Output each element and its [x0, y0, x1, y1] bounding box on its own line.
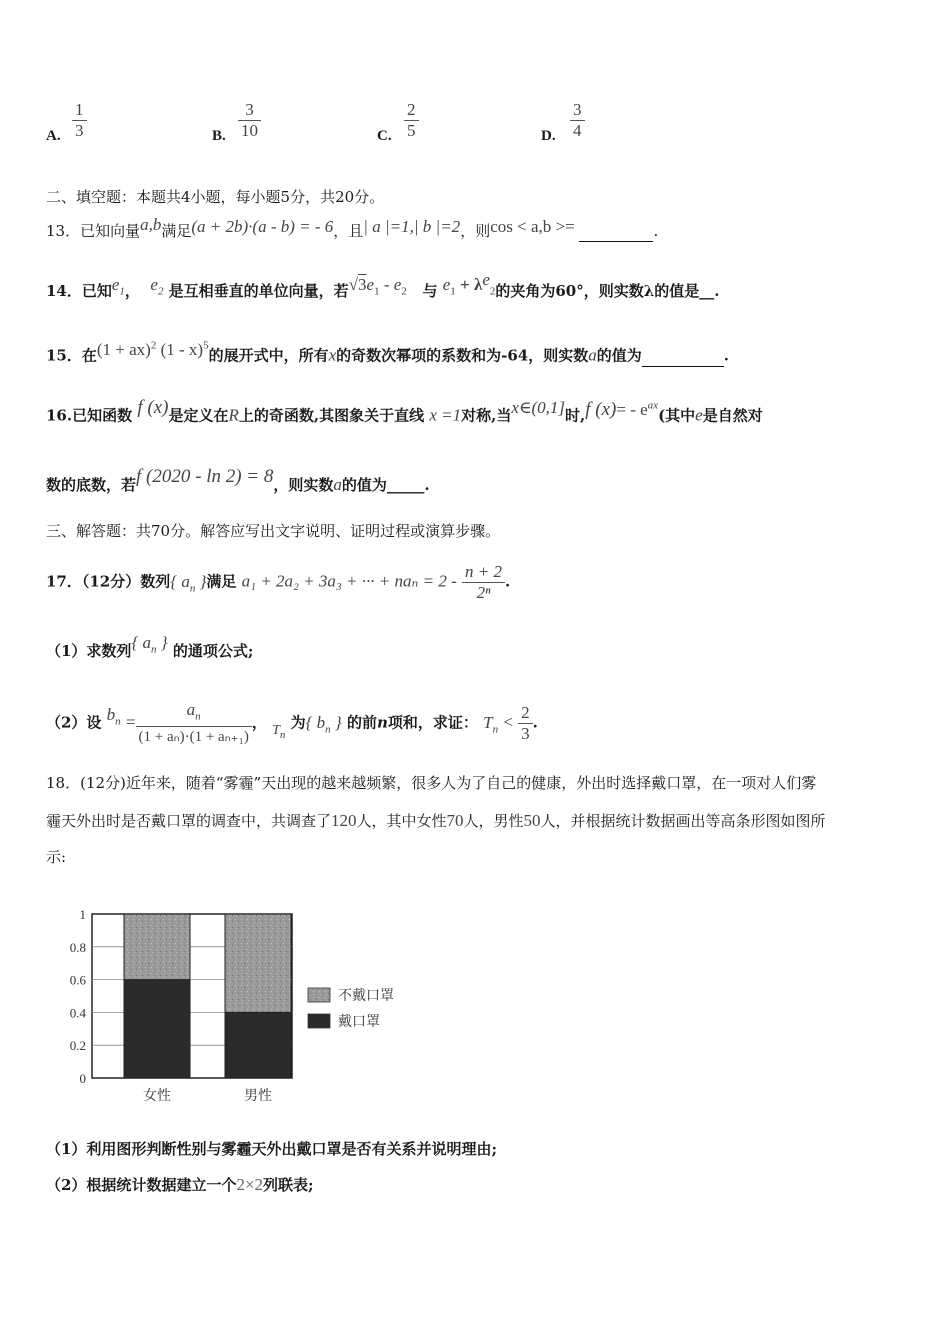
q15-text: 15．在 — [46, 346, 97, 365]
section-2-heading: 二、填空题：本题共4小题，每小题5分，共20分。 — [46, 188, 385, 206]
section-3-heading: 三、解答题：共70分。解答应写出文字说明、证明过程或演算步骤。 — [46, 522, 501, 540]
q16-var-a: a — [333, 475, 342, 494]
q17-p2-text: . — [532, 713, 538, 732]
q14-e2: $e_2$ — [150, 275, 164, 298]
q15-var-a: a — [588, 345, 597, 365]
legend-swatch — [308, 1014, 330, 1028]
q15-text: 的展开式中，所有 — [208, 346, 329, 365]
q17-bseq: { $b_n$ } — [305, 712, 342, 736]
q16-text: 上的奇函数,其图象关于直线 — [238, 406, 425, 425]
option-c-label: C. — [377, 128, 392, 144]
q18-text: 霾天外出时是否戴口罩的调查中，共调查了 — [46, 812, 332, 830]
q17-lt: < — [503, 712, 513, 732]
q17-seq: { $a_n$ } — [170, 571, 207, 594]
question-16-line-1 — [46, 396, 763, 427]
question-18-line-1: 18．(12分)近年来，随着“雾霾”天出现的越来越频繁，很多人为了自己的健康，外出时选择戴口罩，在一项对人们雾 — [46, 774, 817, 792]
option-b-num: 3 — [245, 100, 254, 119]
q16-axis: x =1 — [429, 405, 462, 425]
q13-text: 13．已知向量 — [46, 222, 141, 240]
q17-p1-seq: { $a_n$ } — [131, 633, 168, 656]
legend-swatch — [308, 988, 330, 1002]
q17-p2-text: ， — [251, 713, 267, 732]
q16-text: 16.已知函数 — [46, 406, 133, 425]
q17-T2: $T_n$ — [483, 712, 499, 736]
question-18-part-1: （1）利用图形判断性别与雾霾天外出戴口罩是否有关系并说明理由; — [46, 1140, 497, 1158]
q14-text: 14．已知 — [46, 282, 112, 300]
q16-R: R — [228, 405, 239, 425]
bar-segment — [124, 980, 190, 1078]
q13-vectors: a,b — [140, 215, 162, 234]
q16-text: 对称,当 — [461, 406, 512, 425]
chart-legend — [308, 987, 394, 1030]
q17-lhs: a₁ + 2a₂ + 3a₃ + ··· + naₙ = 2 - — [241, 571, 457, 591]
q14-vector-2: $e_1 + \lambda e_2$ — [442, 270, 496, 298]
q16-fx: f (x) — [137, 396, 169, 418]
q15-text: . — [723, 346, 729, 365]
q16-text: 数的底数，若 — [46, 476, 137, 494]
option-d-fraction — [570, 100, 585, 141]
question-18-line-2 — [46, 810, 826, 832]
x-category-label: 女性 — [143, 1088, 171, 1104]
q18-text: 人，并根据统计数据画出等高条形图如图所 — [540, 812, 826, 830]
q13-text: ，则 — [460, 222, 491, 240]
q15-answer-blank — [642, 366, 724, 367]
q15-text: 的奇数次幂项的系数和为-64，则实数 — [336, 346, 589, 365]
q13-text: 满足 — [161, 222, 192, 240]
q18-female-count: 70 — [446, 811, 464, 830]
option-a-num: 1 — [75, 100, 84, 119]
q17-p1-text: （1）求数列 — [46, 642, 132, 660]
q15-expression: (1 + ax)$^2$ (1 - x)$^5$ — [96, 339, 209, 359]
question-15 — [46, 340, 729, 367]
q16-text: ，则实数 — [273, 476, 334, 494]
q13-text: ，且 — [333, 222, 364, 240]
q17-p2-text: 项和，求证： — [387, 713, 478, 732]
legend-label: 不戴口罩 — [338, 988, 394, 1004]
q16-text: 的值为_____. — [341, 476, 430, 494]
y-tick-label: 0.2 — [69, 1038, 86, 1054]
q18-text: 人，其中女性 — [356, 812, 447, 830]
q17-bn: $b_n$ — [106, 704, 121, 728]
option-d-den: 4 — [570, 120, 585, 141]
q18-text: 人，男性 — [463, 812, 524, 830]
y-tick-label: 1 — [79, 907, 86, 922]
q16-exp: = - $e^{ax}$ — [616, 399, 659, 419]
bar-segment — [225, 914, 291, 1012]
q17-p1-text: 的通项公式; — [172, 642, 254, 660]
q17-text: . — [504, 572, 511, 591]
y-tick-label: 0.8 — [69, 939, 86, 955]
question-13 — [46, 215, 659, 242]
legend-label: 戴口罩 — [338, 1014, 380, 1030]
option-b-den: 10 — [238, 120, 261, 141]
q17-n: n — [376, 713, 388, 732]
q15-text: 的值为 — [596, 346, 642, 365]
bar-segment — [225, 1012, 291, 1078]
q16-text: 是定义在 — [168, 406, 229, 425]
q13-answer-blank — [579, 241, 653, 242]
option-c-fraction — [404, 100, 419, 141]
option-d-label: D. — [541, 128, 556, 144]
q17-text: 17．（12分）数列 — [46, 572, 171, 591]
question-17-part-2 — [46, 700, 538, 747]
question-18-line-3: 示: — [46, 848, 67, 866]
q17-p2-text: 的前 — [346, 713, 377, 732]
q17-eq: = — [125, 712, 136, 732]
option-c-num: 2 — [407, 100, 416, 119]
q16-domain: x∈(0,1] — [511, 397, 566, 417]
q14-vector-1: $√3e_1 - e_2$ — [348, 275, 407, 298]
q13-moduli: | a |=1,| b |=2 — [363, 217, 461, 236]
y-tick-label: 0.6 — [69, 972, 86, 988]
bar-segment — [124, 914, 190, 980]
q17-Tn: $T_n$ — [272, 722, 286, 741]
q17-p2-text: （2）设 — [46, 713, 102, 732]
q16-e: e — [695, 405, 703, 425]
q16-text: (其中 — [658, 406, 696, 425]
q16-fx-2: f (x) — [585, 398, 617, 420]
q17-text: 满足 — [206, 572, 237, 591]
question-17 — [46, 562, 510, 603]
q13-cos-expression: cos < a,b >= — [490, 217, 575, 236]
y-tick-label: 0 — [79, 1071, 86, 1086]
option-d-num: 3 — [573, 100, 582, 119]
option-b-fraction — [238, 100, 261, 141]
x-category-label: 男性 — [244, 1088, 272, 1104]
q18-p2-text: （2）根据统计数据建立一个 — [46, 1176, 237, 1194]
q14-text: 与 — [422, 282, 438, 300]
y-tick-label: 0.4 — [69, 1005, 86, 1021]
q16-condition: f (2020 - ln 2) = 8 — [136, 466, 274, 487]
chart-bars — [124, 914, 291, 1078]
option-a-fraction — [72, 100, 87, 141]
q13-expression: (a + 2b)·(a - b) = - 6 — [191, 217, 334, 236]
question-14 — [46, 270, 720, 308]
mask-bar-chart — [60, 900, 440, 1120]
q18-total: 120 — [331, 811, 357, 830]
question-18-part-2 — [46, 1174, 314, 1196]
option-a-den: 3 — [72, 120, 87, 141]
q14-text: 是互相垂直的单位向量，若 — [168, 282, 349, 300]
q16-text: 时, — [565, 406, 586, 425]
q13-text: . — [653, 222, 659, 240]
q15-var-x: x — [328, 345, 337, 365]
q14-text: ， — [124, 282, 140, 300]
q14-text: 的夹角为60°，则实数λ的值是__. — [495, 282, 720, 300]
option-b-label: B. — [212, 128, 226, 144]
q17-rhs-fraction: $\frac{2}{3}$ — [518, 703, 533, 744]
q18-p2-text: 列联表; — [263, 1176, 314, 1194]
q16-text: 是自然对 — [702, 406, 763, 425]
q18-table-size: 2×2 — [236, 1175, 264, 1194]
option-c-den: 5 — [404, 120, 419, 141]
q17-p2-text: 为 — [290, 713, 306, 732]
option-a-label: A. — [46, 128, 61, 144]
question-16-line-2 — [46, 466, 430, 496]
q18-male-count: 50 — [523, 811, 541, 830]
q17-bn-fraction: $\frac{a_n}{\text{(1 + aₙ)·(1 + aₙ₊₁)}}$ — [136, 700, 252, 747]
q17-fraction: $\frac{n + 2}{\text{2ⁿ}}$ — [462, 562, 505, 603]
q14-e1: $e_1$ — [111, 275, 125, 298]
question-17-part-1 — [46, 633, 254, 668]
